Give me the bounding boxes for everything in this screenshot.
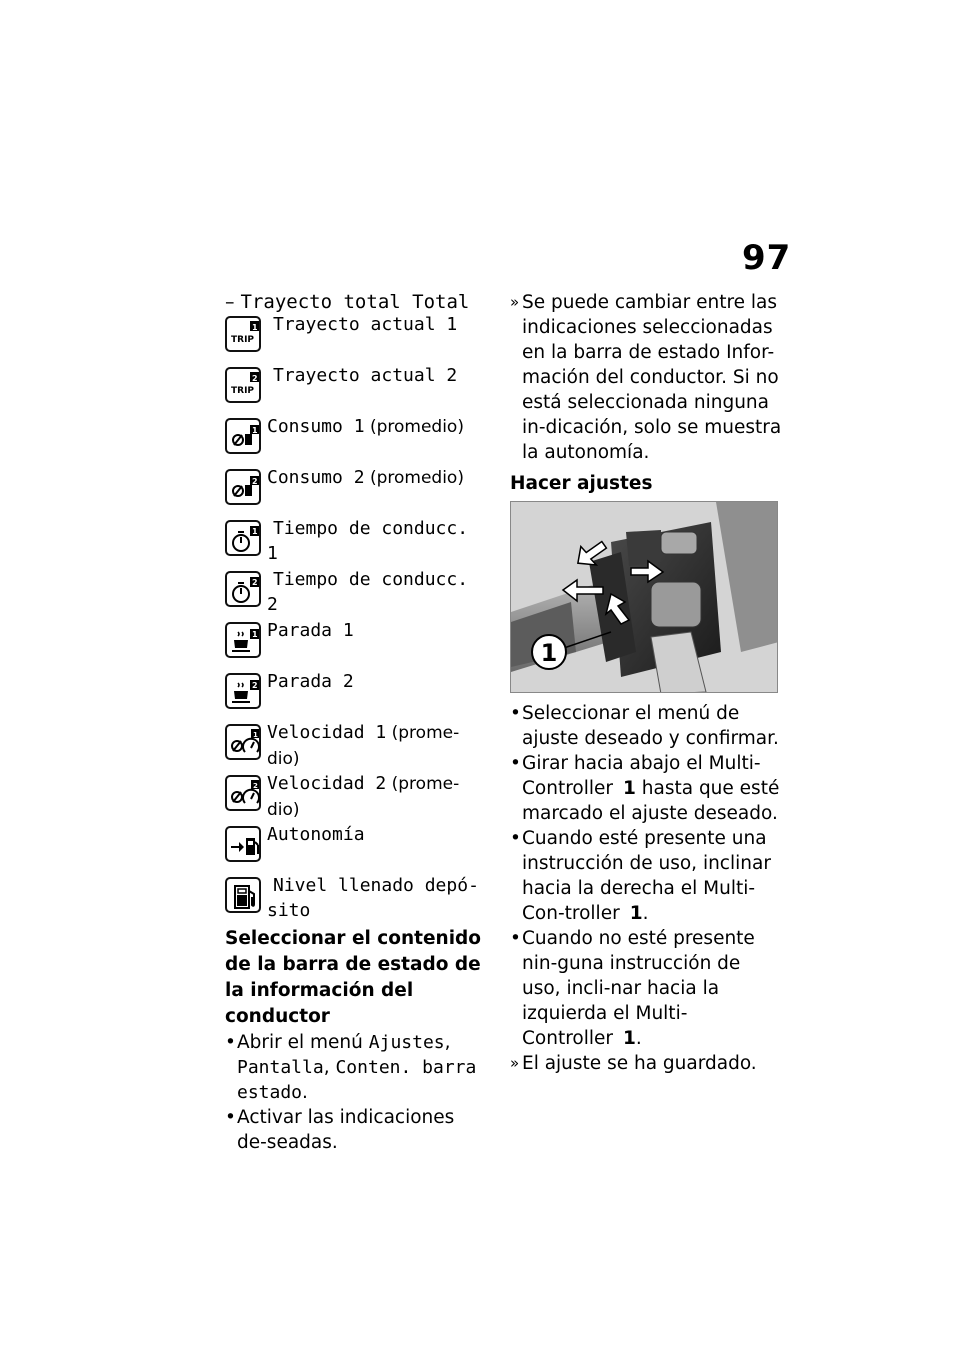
display-qualifier: (promedio) <box>364 468 464 488</box>
fuel-level-icon <box>225 877 261 913</box>
step-text: Cuando esté presente una instrucción de uso, inclinar hacia la derecha el Multi-Con-troller <box>522 828 771 924</box>
result-saved-text: El ajuste se ha guardado. <box>522 1053 757 1074</box>
display-name: Consumo 2 <box>267 467 365 488</box>
result-saved <box>510 1051 782 1076</box>
list-item <box>510 926 782 1051</box>
display-name: Velocidad 1 <box>267 722 387 743</box>
result-body: Se puede cambiar entre las indicaciones seleccionadas en la barra de estado Infor-mación del conductor. Si no está seleccionada ninguna in-dicación, solo se muestra la autonomía. <box>522 292 782 463</box>
svg-text:TRIP: TRIP <box>231 335 255 345</box>
display-qualifier: (prome-dio) <box>267 723 460 769</box>
section-heading-adjust: Hacer ajustes <box>510 473 653 494</box>
stop-2-icon <box>225 673 261 709</box>
list-item <box>225 1030 487 1105</box>
bullet: • <box>510 703 521 724</box>
display-name: Tiempo de conducc. 2 <box>267 569 469 615</box>
display-name: Parada 2 <box>267 671 354 692</box>
step-text: Girar hacia abajo el Multi-Controller <box>522 753 761 799</box>
list-item <box>510 826 782 926</box>
total-trip-line <box>225 290 469 314</box>
display-label <box>267 516 482 566</box>
svg-text:1: 1 <box>252 426 258 435</box>
svg-text:1: 1 <box>253 731 258 739</box>
svg-text:TRIP: TRIP <box>231 386 255 396</box>
display-label <box>267 465 482 491</box>
trip-1-icon <box>225 316 261 352</box>
display-label <box>267 414 482 440</box>
display-name: Nivel llenado depó-sito <box>267 875 479 921</box>
adjust-steps <box>510 701 782 1051</box>
display-name: Tiempo de conducc. 1 <box>267 518 469 564</box>
display-name: Velocidad 2 <box>267 773 387 794</box>
result-arrow: » <box>510 293 520 311</box>
select-content-section <box>225 926 487 1155</box>
separator: , <box>444 1032 451 1053</box>
display-name: Parada 1 <box>267 620 354 641</box>
consumption-1-icon <box>225 418 261 454</box>
step-text: Activar las indicaciones de-seadas. <box>237 1107 455 1153</box>
display-label <box>267 720 482 772</box>
callout-1: 1 <box>540 639 558 667</box>
display-qualifier: (promedio) <box>364 417 464 437</box>
svg-text:2: 2 <box>252 477 258 486</box>
display-name: Trayecto actual 2 <box>273 365 458 386</box>
riding-time-2-icon <box>225 571 261 607</box>
svg-text:1: 1 <box>252 630 258 639</box>
handlebar-controller-illustration <box>510 501 778 693</box>
display-label <box>267 771 482 823</box>
menu-pantalla: Pantalla <box>237 1057 324 1078</box>
display-label <box>267 567 482 617</box>
bullet: • <box>225 1107 236 1128</box>
reference-number: 1 <box>629 903 643 924</box>
svg-text:2: 2 <box>253 782 258 790</box>
list-item <box>510 751 782 826</box>
display-label <box>267 669 482 694</box>
select-steps <box>225 1030 487 1155</box>
display-label <box>267 822 482 847</box>
display-label <box>267 873 482 923</box>
svg-text:2: 2 <box>252 578 258 587</box>
step-text-after: hasta que esté marcado el ajuste deseado. <box>522 778 780 824</box>
bullet: • <box>510 828 521 849</box>
svg-text:1: 1 <box>252 323 258 332</box>
menu-ajustes: Ajustes <box>368 1032 445 1053</box>
step-text-after: . <box>642 903 649 924</box>
section-heading-select: Seleccionar el contenido de la barra de estado de la información del conductor <box>225 928 481 1027</box>
menu-conten-barra-estado: Conten. barra estado <box>237 1057 477 1103</box>
bullet: • <box>225 1032 236 1053</box>
reference-number: 1 <box>623 778 636 799</box>
separator: , <box>323 1057 336 1078</box>
range-icon <box>225 826 261 862</box>
display-label <box>267 618 482 643</box>
svg-text:2: 2 <box>252 681 258 690</box>
step-text: Abrir el menú <box>237 1032 369 1053</box>
bullet: • <box>510 928 521 949</box>
consumption-2-icon <box>225 469 261 505</box>
step-suffix: . <box>302 1082 308 1103</box>
trip-2-icon <box>225 367 261 403</box>
reference-number: 1 <box>623 1028 636 1049</box>
list-item <box>225 1105 487 1155</box>
display-name: Consumo 1 <box>267 416 365 437</box>
step-text-after: . <box>635 1028 642 1049</box>
bullet: • <box>510 753 521 774</box>
svg-text:2: 2 <box>252 374 258 383</box>
display-name: Trayecto actual 1 <box>273 314 458 335</box>
display-label <box>267 363 482 388</box>
riding-time-1-icon <box>225 520 261 556</box>
result-text <box>510 290 782 465</box>
svg-text:1: 1 <box>252 527 258 536</box>
step-text: Cuando no esté presente nin-guna instrucción de uso, incli-nar hacia la izquierda el Multi-Controller <box>522 928 755 1049</box>
speed-1-icon <box>225 724 261 760</box>
display-name: Autonomía <box>267 824 365 845</box>
speed-2-icon <box>225 775 261 811</box>
stop-1-icon <box>225 622 261 658</box>
result-arrow: » <box>510 1054 520 1072</box>
right-column <box>510 290 782 1076</box>
dash: – <box>225 291 235 313</box>
multi-controller-illustration <box>511 502 778 693</box>
step-text: Seleccionar el menú de ajuste deseado y confirmar. <box>522 703 779 749</box>
total-trip-label: Trayecto total Total <box>240 291 470 313</box>
list-item <box>510 701 782 751</box>
display-qualifier: (prome-dio) <box>267 774 460 820</box>
display-label <box>267 312 482 337</box>
page-number: 97 <box>742 238 792 278</box>
